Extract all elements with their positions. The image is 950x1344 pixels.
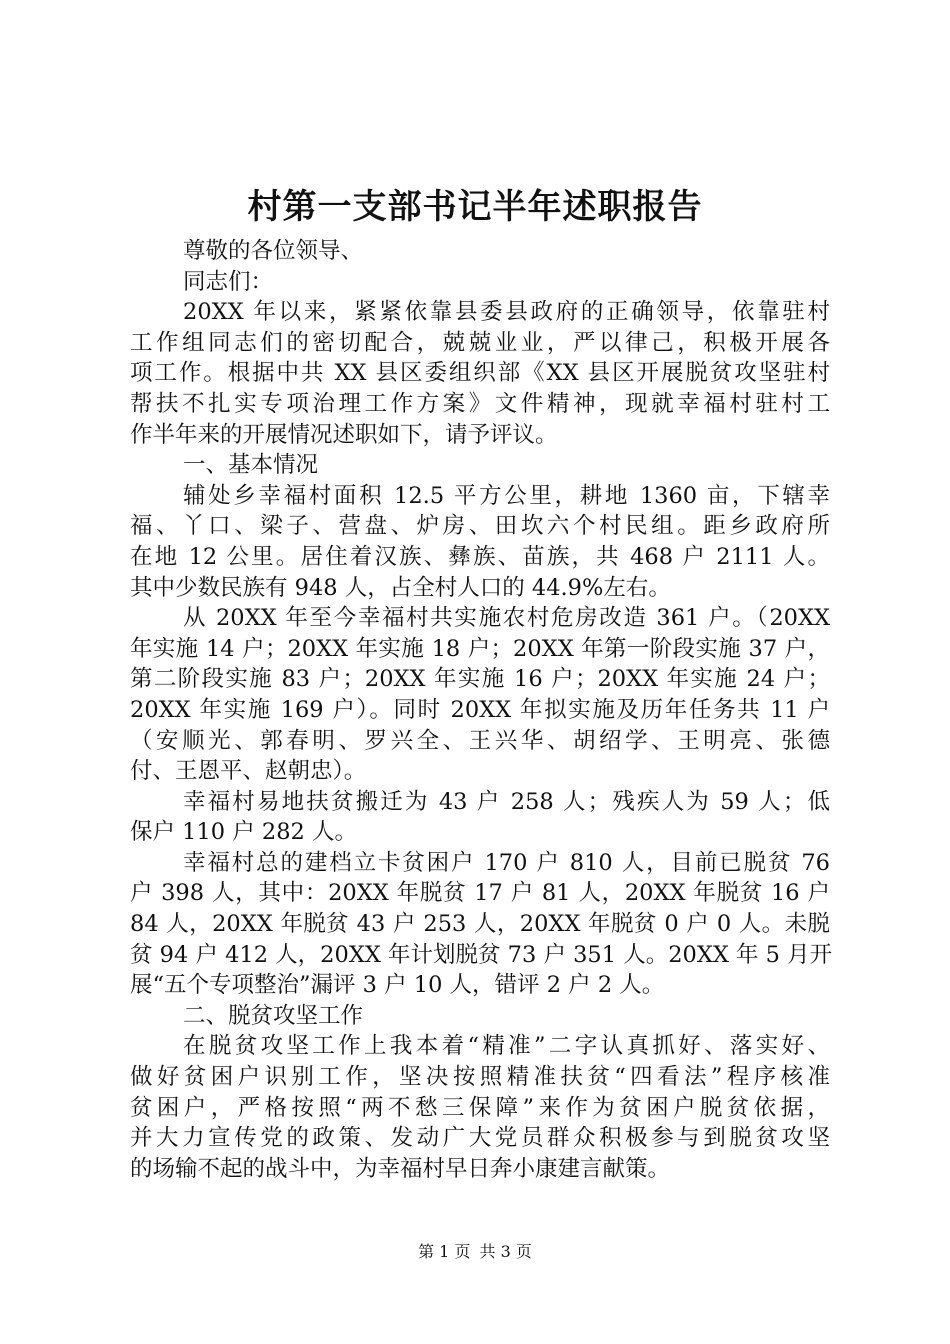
text-line xyxy=(130,450,830,481)
text-line xyxy=(130,1031,830,1062)
text-line xyxy=(130,878,830,909)
text-line xyxy=(130,787,830,818)
text-line-content: 贫 94 户 412 人，20XX 年计划脱贫 73 户 351 人。20XX 年 5 月开 xyxy=(130,941,833,968)
text-line-content: 幸福村易地扶贫搬迁为 43 户 258 人；残疾人为 59 人；低 xyxy=(183,788,830,815)
text-line-content: 二、脱贫攻坚工作 xyxy=(183,1002,364,1029)
text-line xyxy=(130,1001,830,1032)
text-line-content: 幸福村总的建档立卡贫困户 170 户 810 人，目前已脱贫 76 xyxy=(183,849,830,876)
text-line-content: 其中少数民族有 948 人，占全村人口的 44.9%左右。 xyxy=(130,574,671,601)
text-line-content: 尊敬的各位领导、 xyxy=(183,238,364,264)
text-line-content: 在脱贫攻坚工作上我本着“精准”二字认真抓好、落实好、 xyxy=(183,1033,830,1060)
text-line xyxy=(130,970,830,1001)
text-line xyxy=(130,481,830,512)
text-line xyxy=(130,1093,830,1124)
text-line xyxy=(130,389,830,420)
text-line xyxy=(130,297,830,328)
text-line xyxy=(130,1062,830,1093)
text-line xyxy=(130,511,830,542)
text-line xyxy=(130,420,830,451)
text-line-content: 第二阶段实施 83 户；20XX 年实施 16 户；20XX 年实施 24 户； xyxy=(130,666,830,693)
text-line-content: 项工作。根据中共 XX 县区委组织部《XX 县区开展脱贫攻坚驻村 xyxy=(130,360,830,387)
text-line-content: 作半年来的开展情况述职如下，请予评议。 xyxy=(130,421,558,448)
text-line-content: （安顺光、郭春明、罗兴全、王兴华、胡绍学、王明亮、张德 xyxy=(130,727,830,754)
text-line xyxy=(130,940,833,971)
text-line-content: 展“五个专项整治”漏评 3 户 10 人，错评 2 户 2 人。 xyxy=(130,972,665,999)
text-line-content: 从 20XX 年至今幸福村共实施农村危房改造 361 户。（20XX xyxy=(183,605,830,632)
text-line xyxy=(130,848,830,879)
text-line xyxy=(130,726,830,757)
text-line xyxy=(130,1123,830,1154)
text-line xyxy=(130,236,830,267)
text-line-content: 做好贫困户识别工作，坚决按照精准扶贫“四看法”程序核准 xyxy=(130,1064,830,1091)
document-title: 村第一支部书记半年述职报告 xyxy=(247,187,703,227)
text-line xyxy=(130,267,830,298)
text-line-content: 20XX 年以来，紧紧依靠县委县政府的正确领导，依靠驻村 xyxy=(183,299,830,326)
text-line-content: 保户 110 户 282 人。 xyxy=(130,819,357,846)
text-line-content: 84 人，20XX 年脱贫 43 户 253 人，20XX 年脱贫 0 户 0 人。未脱 xyxy=(130,911,830,938)
text-line-content: 年实施 14 户；20XX 年实施 18 户；20XX 年第一阶段实施 37 户， xyxy=(130,635,830,662)
text-line xyxy=(130,603,830,634)
text-line xyxy=(130,358,830,389)
page-total: 共 3 页 xyxy=(479,1242,532,1261)
text-line-content: 同志们： xyxy=(183,268,274,295)
text-line xyxy=(130,1154,830,1185)
text-line-content: 20XX 年实施 169 户）。同时 20XX 年拟实施及历年任务共 11 户 xyxy=(130,696,830,723)
text-line-content: 并大力宣传党的政策、发动广大党员群众积极参与到脱贫攻坚 xyxy=(130,1125,830,1152)
text-line-content: 付、王恩平、赵朝忠）。 xyxy=(130,758,367,785)
text-line-content: 在地 12 公里。居住着汉族、彝族、苗族，共 468 户 2111 人。 xyxy=(130,543,830,570)
text-line xyxy=(130,756,830,787)
text-line-content: 的场输不起的战斗中，为幸福村早日奔小康建言献策。 xyxy=(130,1155,671,1182)
text-line-content: 帮扶不扎实专项治理工作方案》文件精神，现就幸福村驻村工 xyxy=(130,390,830,417)
text-line-content: 贫困户，严格按照“两不愁三保障”来作为贫困户脱贫依据， xyxy=(130,1094,830,1121)
text-line xyxy=(130,328,830,359)
text-line-content: 福、丫口、梁子、营盘、炉房、田坎六个村民组。距乡政府所 xyxy=(130,513,830,540)
text-line-content: 工作组同志们的密切配合，兢兢业业，严以律己，积极开展各 xyxy=(130,329,830,356)
text-line xyxy=(130,817,830,848)
page-footer xyxy=(0,1240,950,1264)
text-line xyxy=(130,573,830,604)
text-line xyxy=(130,542,830,573)
document-body xyxy=(130,236,833,1184)
text-line-content: 户 398 人，其中：20XX 年脱贫 17 户 81 人，20XX 年脱贫 16 户 xyxy=(130,880,830,907)
text-line-content: 一、基本情况 xyxy=(183,452,319,479)
text-line xyxy=(130,695,830,726)
text-line xyxy=(130,634,830,665)
text-line xyxy=(130,664,830,695)
text-line-content: 辅处乡幸福村面积 12.5 平方公里，耕地 1360 亩，下辖幸 xyxy=(183,482,830,509)
page-number: 第 1 页 xyxy=(418,1242,471,1261)
text-line xyxy=(130,909,830,940)
